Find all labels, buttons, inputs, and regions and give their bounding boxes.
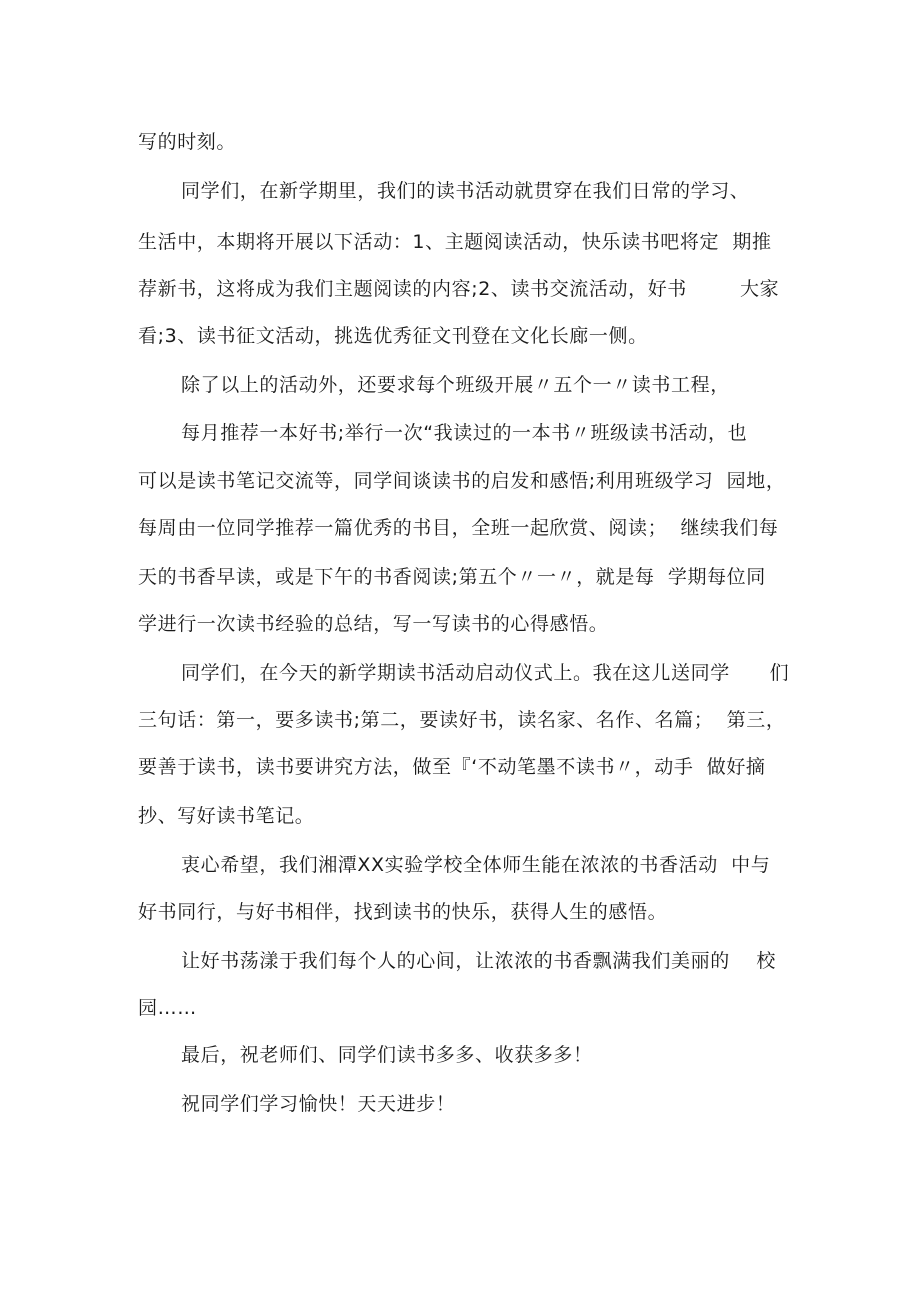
text-line: 同学们，在今天的新学期读书活动启动仪式上。我在这儿送同学 们 [181,662,790,684]
text-line: 可以是读书笔记交流等，同学间谈读书的启发和感悟;利用班级学习 园地， [138,470,786,492]
text-line: 荐新书，这将成为我们主题阅读的内容;2、读书交流活动，好书 大家 [138,278,780,300]
text-line: 每月推荐一本好书;举行一次“我读过的一本书〃班级读书活动，也 [181,422,748,444]
text-line: 衷心希望，我们湘潭XX实验学校全体师生能在浓浓的书香活动 中与 [181,854,771,876]
text-line: 好书同行，与好书相伴，找到读书的快乐，获得人生的感悟。 [138,901,668,923]
text-line: 抄、写好读书笔记。 [138,805,315,827]
text-line: 让好书荡漾于我们每个人的心间，让浓浓的书香飘满我们美丽的 校 [181,950,776,972]
text-line: 学进行一次读书经验的总结，写一写读书的心得感悟。 [138,613,609,635]
text-line: 同学们，在新学期里，我们的读书活动就贯穿在我们日常的学习、 [181,180,750,202]
text-line: 生活中，本期将开展以下活动：1、主题阅读活动，快乐读书吧将定 期推 [138,231,772,253]
text-line: 最后，祝老师们、同学们读书多多、收获多多！ [181,1044,593,1066]
text-line: 每周由一位同学推荐一篇优秀的书目，全班一起欣赏、阅读； 继续我们每 [138,517,779,539]
text-line: 写的时刻。 [138,131,237,153]
text-line: 看;3、读书征文活动，挑选优秀征文刊登在文化长廊一侧。 [138,325,648,347]
text-line: 三句话：第一，要多读书;第二，要读好书，读名家、名作、名篇； 第三， [138,709,786,731]
text-line: 要善于读书，读书要讲究方法，做至『‘不动笔墨不读书〃，动手 做好摘 [138,756,766,778]
text-line: 祝同学们学习愉快！天天进步！ [181,1093,456,1115]
text-line: 天的书香早读，或是下午的书香阅读;第五个〃一〃，就是每 学期每位同 [138,566,766,588]
text-line: 除了以上的活动外，还要求每个班级开展〃五个一〃读书工程， [181,374,730,396]
text-line: 园…… [138,997,197,1019]
